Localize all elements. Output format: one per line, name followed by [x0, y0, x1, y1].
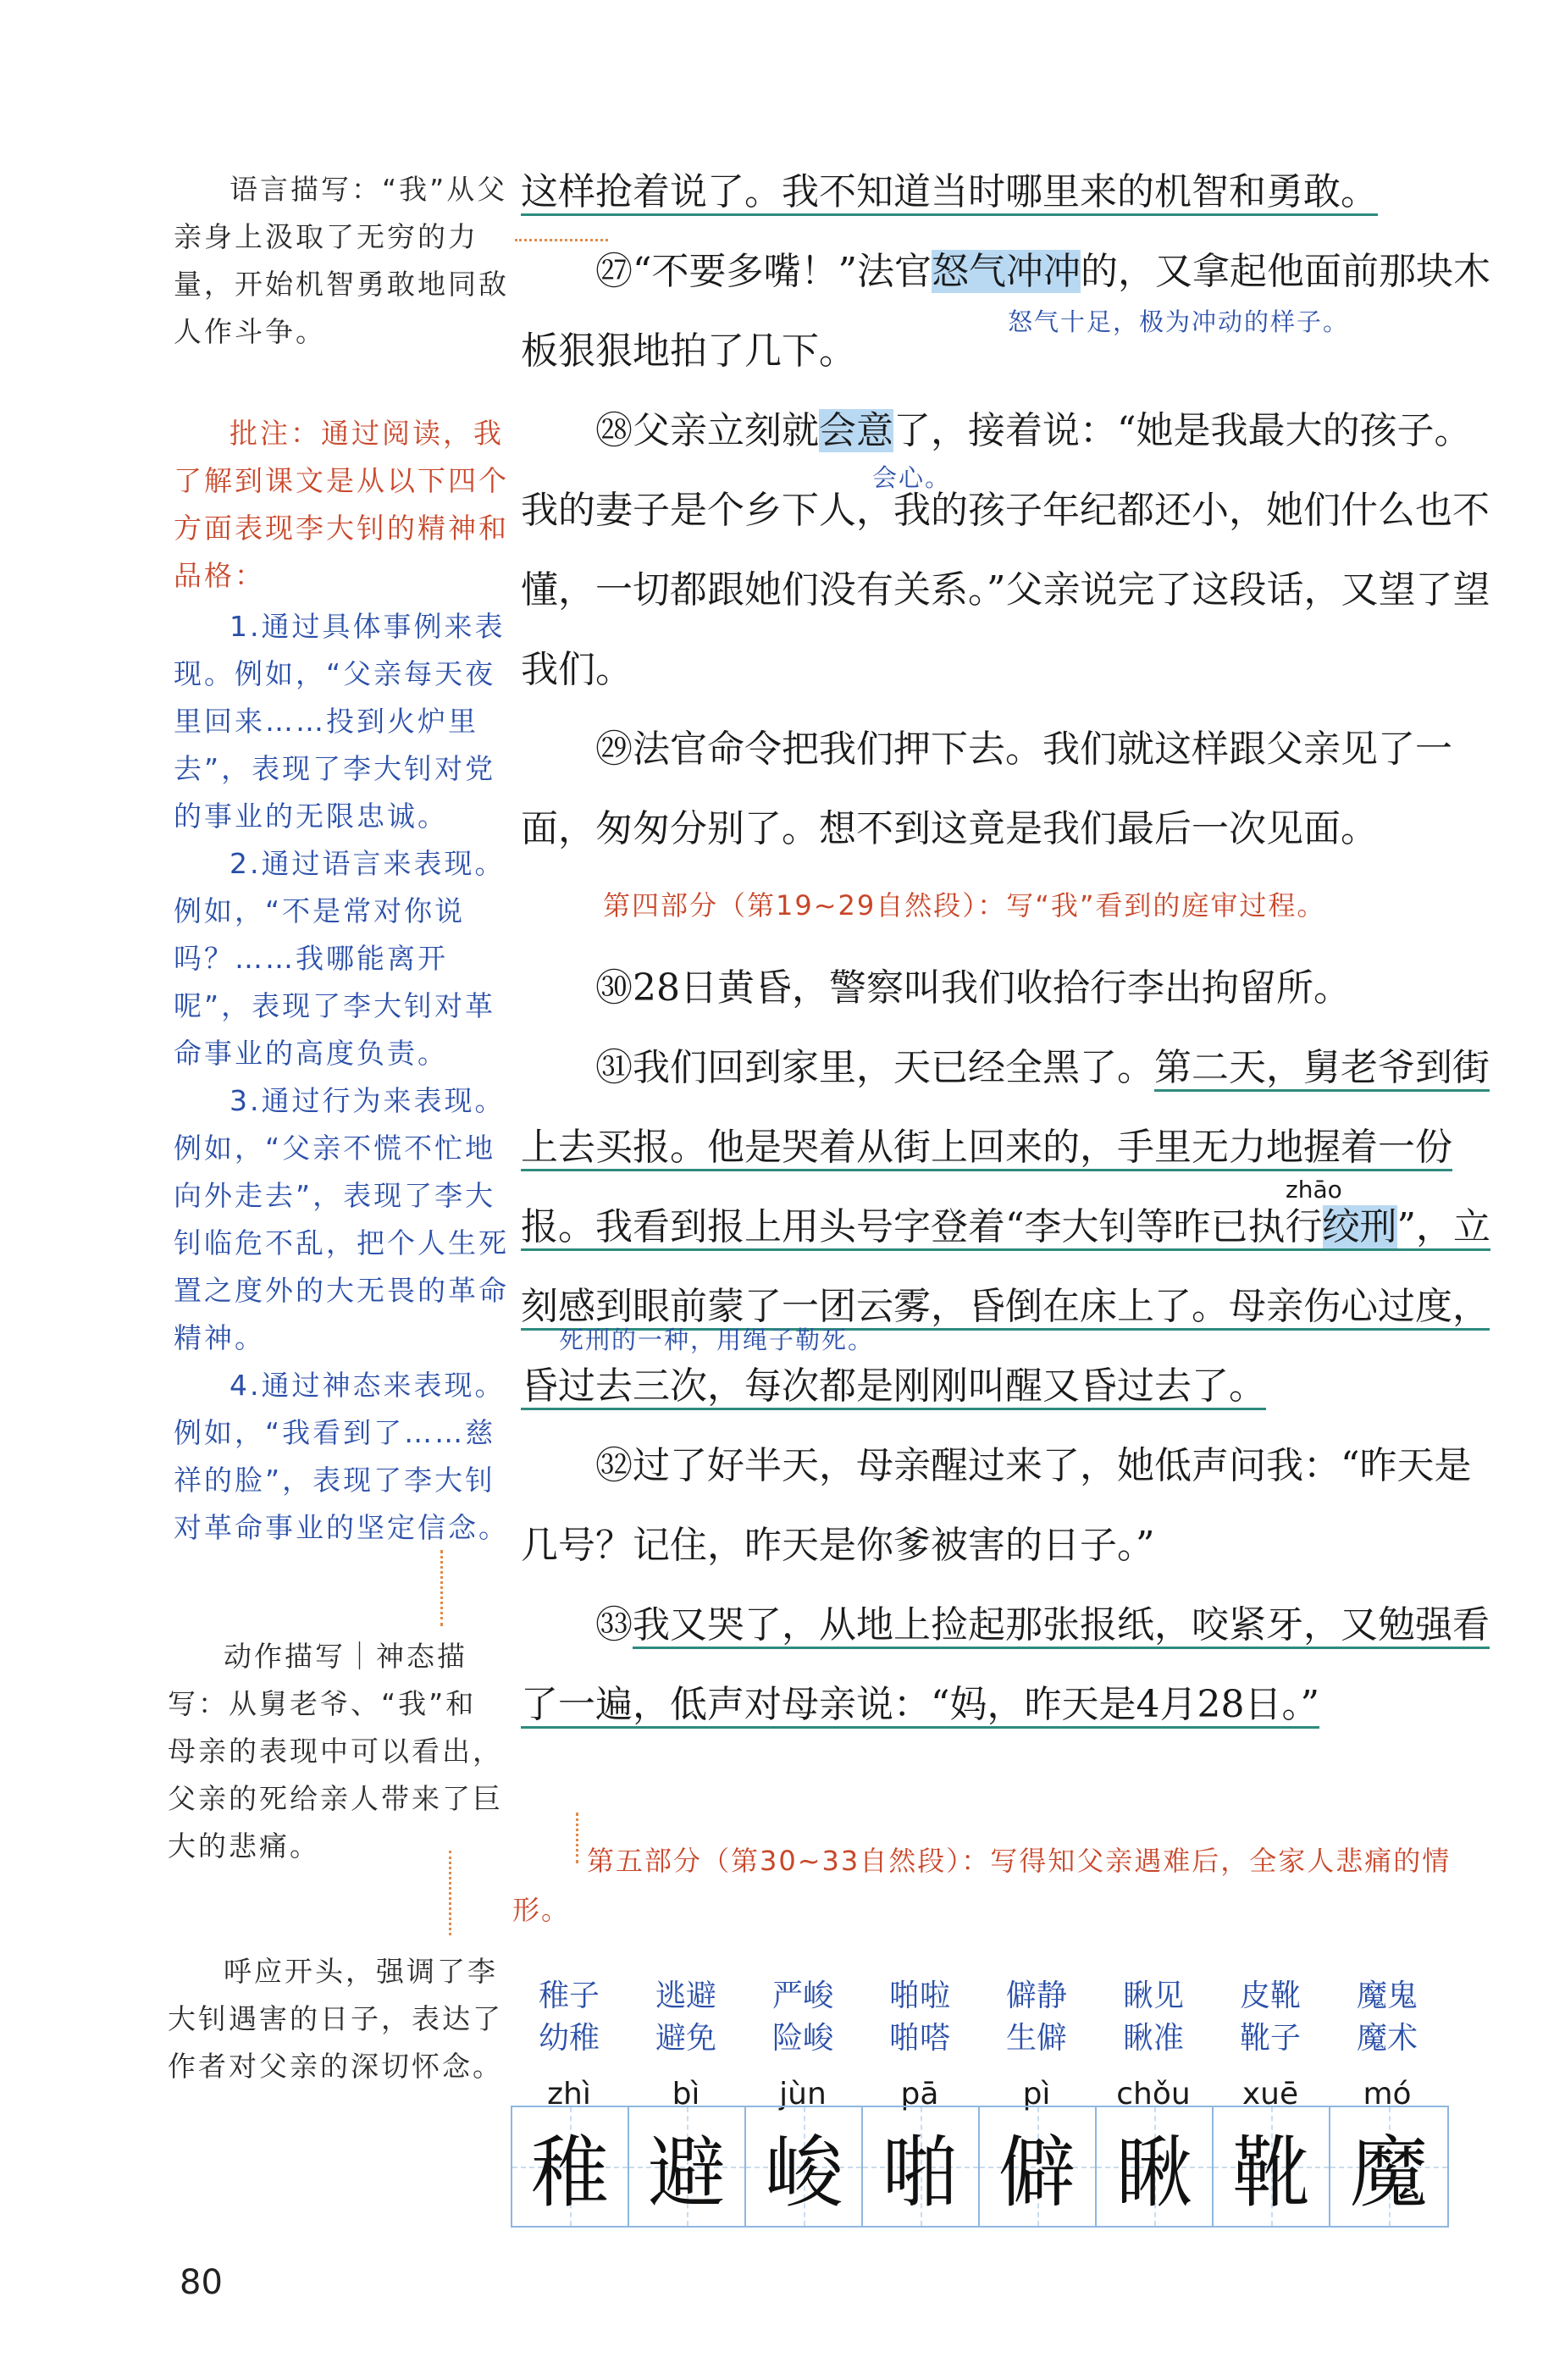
vocab-word: 啪嗒 — [888, 2021, 950, 2056]
section-summary-4: 第四部分（第19~29自然段）：写“我”看到的庭审过程。 — [603, 889, 1326, 922]
paragraph-29: ㉙法官命令把我们押下去。我们就这样跟父亲见了一面，匆匆分别了。想不到这竟是我们最后一次见面。 — [521, 728, 1452, 850]
vocab-pinyin: pì — [1022, 2077, 1051, 2112]
paragraph-28 — [521, 391, 1503, 710]
vocab-word: 瞅准 — [1122, 2021, 1184, 2056]
margin-note-language-text: 语言描写：“我”从父亲身上汲取了无穷的力量，开始机智勇敢地同敌人作斗争。 — [174, 173, 509, 348]
vocab-pinyin: xuē — [1241, 2077, 1299, 2112]
character-cell — [512, 2107, 629, 2226]
paragraph-31 — [521, 1028, 1503, 1426]
annotation-item: 1.通过具体事例来表现。例如，“父亲每天夜里回来……投到火炉里去”，表现了李大钊对党的事业的无限忠诚。 — [174, 610, 506, 833]
highlight-word: 会意 — [819, 409, 893, 452]
character-cell — [1214, 2107, 1330, 2226]
paragraph-33 — [521, 1586, 1503, 1745]
vocab-word: 皮靴 — [1239, 1979, 1301, 2013]
vocab-item — [1329, 1975, 1446, 2116]
pinyin-zhao: zhāo — [1286, 1176, 1342, 1204]
character: 避 — [647, 2128, 726, 2218]
character: 瞅 — [1114, 2128, 1193, 2218]
vocab-word: 稚子 — [538, 1979, 600, 2013]
character: 稚 — [530, 2128, 609, 2218]
vocab-pinyin: jùn — [779, 2077, 827, 2112]
note-connector — [449, 1851, 451, 1935]
annotation-item: 3.通过行为来表现。例如，“父亲不慌不忙地向外走去”，表现了李大钊临危不乱，把个人生死置之度外的大无畏的革命精神。 — [174, 1084, 509, 1354]
page-number: 80 — [180, 2263, 223, 2302]
paragraph-continued — [521, 152, 1503, 232]
gloss-nuqichongchong: 怒气十足，极为冲动的样子。 — [1008, 307, 1350, 336]
main-text — [521, 152, 1503, 1745]
vocab-word: 避免 — [655, 2021, 716, 2056]
vocab-word: 僻静 — [1005, 1979, 1067, 2013]
vocab-word: 魔鬼 — [1356, 1979, 1418, 2013]
vocab-pinyin: pā — [900, 2077, 939, 2112]
vocab-item — [1095, 1975, 1212, 2116]
annotation-title-text: 批注：通过阅读，我了解到课文是从以下四个方面表现李大钊的精神和品格： — [174, 417, 509, 592]
underlined-text: 第二天，舅老爷到街上去买报。他是哭着从街上回来的，手里无力地握着一份报。我看到报上用头号字登着“李大钊等昨已执行 — [521, 1046, 1490, 1251]
vocab-word: 严峻 — [771, 1979, 833, 2013]
p27-text: ㉗“不要多嘴！”法官 — [595, 250, 932, 293]
character: 峻 — [764, 2128, 843, 2218]
underlined-text: 这样抢着说了。我不知道当时哪里来的机智和勇敢。 — [521, 170, 1378, 216]
vocab-word: 啪啦 — [888, 1979, 950, 2013]
gloss-huiyi: 会心。 — [872, 463, 952, 492]
vocab-pinyin: mó — [1363, 2077, 1412, 2112]
margin-note-action-text: 动作描写｜神态描写：从舅老爷、“我”和母亲的表现中可以看出，父亲的死给亲人带来了巨大的悲痛。 — [168, 1640, 503, 1862]
character-grid — [511, 2106, 1449, 2228]
vocab-word: 瞅见 — [1122, 1979, 1184, 2013]
margin-note-annotation-title — [174, 410, 512, 600]
p33-number: ㉝ — [595, 1603, 633, 1647]
character-cell — [746, 2107, 863, 2226]
vocab-word: 生僻 — [1005, 2021, 1067, 2056]
p28-text-rest: 了，接着说：“她是我最大的孩子。我的妻子是个乡下人，我的孩子年纪都还小，她们什么也不懂，一切都跟她们没有关系。”父亲说完了这段话，又望了望我们。 — [521, 409, 1490, 691]
vocab-pinyin: zhì — [547, 2077, 591, 2112]
vocab-item — [744, 1975, 861, 2116]
vocab-word: 险峻 — [771, 2021, 833, 2056]
character-cell — [629, 2107, 746, 2226]
vocab-item — [978, 1975, 1095, 2116]
vocab-item — [1212, 1975, 1329, 2116]
p31-text: ㉛我们回到家里，天已经全黑了。 — [595, 1046, 1154, 1089]
character-cell — [1330, 2107, 1447, 2226]
margin-note-echo-text: 呼应开头，强调了李大钊遇害的日子，表达了作者对父亲的深切怀念。 — [168, 1955, 503, 2083]
highlight-word: 怒气冲冲 — [932, 250, 1081, 293]
underlined-text: 我又哭了，从地上捡起那张报纸，咬紧牙，又勉强看了一遍，低声对母亲说：“妈，昨天是4月28日。” — [521, 1603, 1490, 1729]
character: 啪 — [881, 2128, 959, 2218]
character: 靴 — [1231, 2128, 1310, 2218]
note-connector — [440, 1550, 443, 1626]
p28-text: ㉘父亲立刻就 — [595, 409, 819, 452]
highlight-word: 绞刑 — [1323, 1205, 1397, 1251]
annotation-item: 4.通过神态来表现。例如，“我看到了……慈祥的脸”，表现了李大钊对革命事业的坚定信念。 — [174, 1369, 509, 1544]
vocab-word: 幼稚 — [538, 2021, 600, 2056]
character-cell — [980, 2107, 1097, 2226]
underlined-text: ”，立刻感到眼前蒙了一团云雾，昏倒在床上了。母亲伤心过度，昏过去三次，每次都是刚刚叫醒又昏过去了。 — [521, 1205, 1490, 1410]
character: 魔 — [1349, 2128, 1428, 2218]
vocab-pinyin: bì — [672, 2077, 700, 2112]
vocab-word: 逃避 — [655, 1979, 716, 2013]
margin-note-echo — [168, 1948, 506, 2090]
section-summary-5: 第五部分（第30~33自然段）：写得知父亲遇难后，全家人悲痛的情形。 — [512, 1845, 1452, 1926]
margin-note-action — [168, 1633, 506, 1870]
character-cell — [1097, 2107, 1214, 2226]
vocab-pinyin: chǒu — [1116, 2077, 1191, 2112]
vocab-item — [861, 1975, 978, 2116]
character-cell — [863, 2107, 980, 2226]
vocab-item — [628, 1975, 744, 2116]
margin-note-language — [174, 166, 512, 356]
vocab-word: 魔术 — [1356, 2021, 1418, 2056]
paragraph-32: ㉜过了好半天，母亲醒过来了，她低声问我：“昨天是几号？记住，昨天是你爹被害的日子。” — [521, 1444, 1472, 1567]
vocab-word: 靴子 — [1239, 2021, 1301, 2056]
gloss-jiaoxing: 死刑的一种，用绳子勒死。 — [559, 1326, 875, 1354]
margin-note-annotation-items — [174, 603, 512, 1552]
paragraph-30: ㉚28日黄昏，警察叫我们收拾行李出拘留所。 — [595, 966, 1351, 1010]
annotation-item: 2.通过语言来表现。例如，“不是常对你说吗？……我哪能离开呢”，表现了李大钊对革命事业的高度负责。 — [174, 847, 506, 1070]
character: 僻 — [998, 2128, 1076, 2218]
p27-text-rest: 的，又拿起他面前那块木板狠狠地拍了几下。 — [521, 250, 1490, 373]
vocab-item — [511, 1975, 628, 2116]
